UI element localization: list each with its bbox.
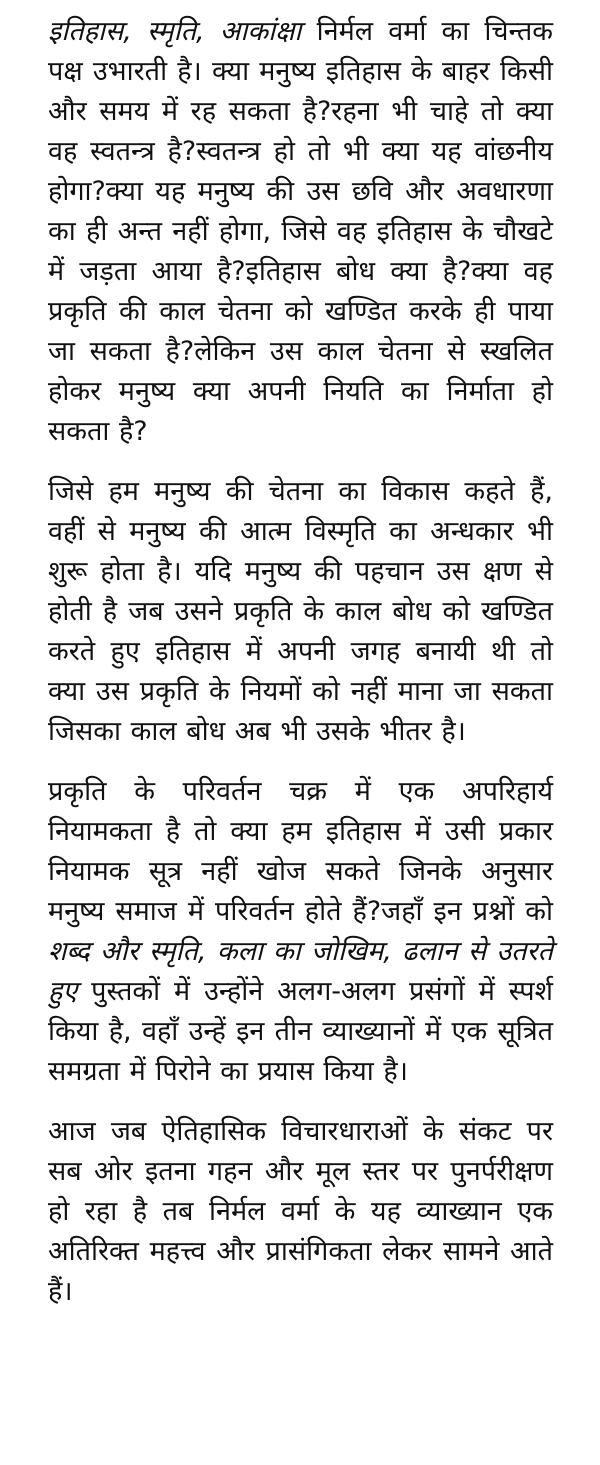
book-title-itihas-smriti-akanksha: इतिहास, स्मृति, आकांक्षा — [48, 16, 302, 47]
paragraph-1 — [48, 12, 553, 452]
paragraph-3-text-end: पुस्तकों में उन्होंने अलग-अलग प्रसंगों में स्पर्श किया है, वहाँ उन्हें इन तीन व्याख्यानों में एक सूत्रित समग्रता में पिरोने का प्रयास किया है। — [48, 976, 553, 1087]
document-page — [48, 12, 553, 1312]
paragraph-4 — [48, 1112, 553, 1312]
paragraph-2 — [48, 472, 553, 752]
paragraph-1-text: निर्मल वर्मा का चिन्तक पक्ष उभारती है। क्या मनुष्य इतिहास के बाहर किसी और समय में रह सकता है?रहना भी चाहे तो क्या वह स्वतन्त्र है?स्वतन्त्र हो तो भी क्या यह वांछनीय होगा?क्या यह मनुष्य की उस छवि और अवधारणा का ही अन्त नहीं होगा, जिसे वह इतिहास के चौखटे में जड़ता आया है?इतिहास बोध क्या है?क्या वह प्रकृति की काल चेतना को खण्डित करके ही पाया जा सकता है?लेकिन उस काल चेतना से स्खलित होकर मनुष्य क्या अपनी नियति का निर्माता हो सकता है? — [48, 16, 553, 447]
book-titles-list: शब्द और स्मृति, कला का जोखिम, ढलान से उतरते हुए — [48, 936, 553, 1007]
paragraph-2-text: जिसे हम मनुष्य की चेतना का विकास कहते हैं, वहीं से मनुष्य की आत्म विस्मृति का अन्धकार भी शुरू होता है। यदि मनुष्य की पहचान उस क्षण से होती है जब उसने प्रकृति के काल बोध को खण्डित करते हुए इतिहास में अपनी जगह बनायी थी तो क्या उस प्रकृति के नियमों को नहीं माना जा सकता जिसका काल बोध अब भी उसके भीतर है। — [48, 476, 553, 747]
paragraph-3-text-start: प्रकृति के परिवर्तन चक्र में एक अपरिहार्य नियामकता है तो क्या हम इतिहास में उसी प्रकार नियामक सूत्र नहीं खोज सकते जिनके अनुसार मनुष्य समाज में परिवर्तन होते हैं?जहाँ इन प्रश्नों को — [48, 776, 553, 927]
paragraph-4-text: आज जब ऐतिहासिक विचारधाराओं के संकट पर सब ओर इतना गहन और मूल स्तर पर पुनर्परीक्षण हो रहा है तब निर्मल वर्मा के यह व्याख्यान एक अतिरिक्त महत्त्व और प्रासंगिकता लेकर सामने आते हैं। — [48, 1116, 553, 1307]
paragraph-3 — [48, 772, 553, 1092]
